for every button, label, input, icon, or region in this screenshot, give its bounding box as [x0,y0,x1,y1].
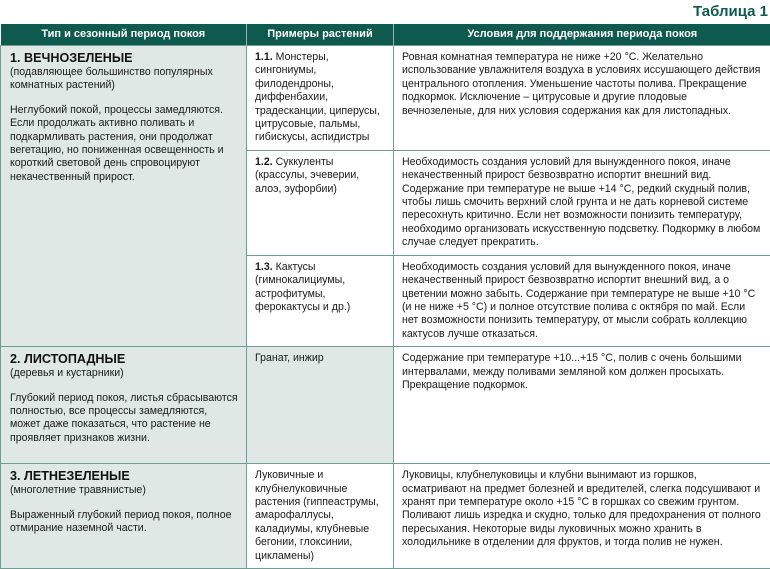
conditions-cell: Луковицы, клубнелуковицы и клубни вынимают из горшков, осматривают на предмет болезней и вредителей, слегка подсушивают и хранят при температуре около +15 °С в горшках со свежим грунтом. Поливают лишь изредка и скудно, только для предохранения от полного пересыхания. Некоторые виды луковичных можно хранить в холодильнике в отделении для фруктов, и тогда полив не нужен. [394,464,770,569]
row-number: 1.2. [255,156,273,168]
examples-cell [247,46,394,151]
dormancy-table [0,24,770,569]
category-evergreen [1,46,247,347]
table-row [1,347,770,464]
examples-text: Кактусы (гимнокалициумы, астрофитумы, ферокактусы и др.) [255,261,350,313]
conditions-cell: Необходимость создания условий для вынужденного покоя, иначе некачественный прирост безвозвратно испортит внешний вид. Содержание при температуре не выше +14 °С, редкий скудный полив, чтобы лишь смочить верхний слой грунта и не дать корневой системе пересохнуть критично. Если нет возможности понизить температуру, необходимо организовать искусственную подсветку. Подкормку в любом случае следует прекратить. [394,150,770,255]
conditions-cell: Необходимость создания условий для вынужденного покоя, иначе некачественный прирост безвозвратно испортит внешний вид, а о цветении можно забыть. Содержание при температуре не выше +10 °С (и не ниже +5 °С) и полное отсутствие полива с октября по май. Если нет возможности понизить температуру, от мысли собрать коллекцию кактусов лучше отказаться. [394,255,770,346]
row-number: 1.3. [255,261,273,273]
header-examples: Примеры растений [247,24,394,46]
header-conditions: Условия для поддержания периода покоя [394,24,770,46]
header-row [1,24,770,46]
table-title: Таблица 1 [693,3,768,20]
conditions-cell: Ровная комнатная температура не ниже +20 °С. Желательно использование увлажнителя воздуха в условиях иссушающего действия центрального отопления. Уменьшение частоты полива. Прекращение подкормок. Исключение – цитрусовые и другие плодовые вечнозеленые, для них условия содержания как для листопадных. [394,46,770,151]
category-description: Выраженный глубокий период покоя, полное отмирание наземной части. [10,509,239,536]
row-number: 1.1. [255,51,273,63]
category-title: 1. ВЕЧНОЗЕЛЕНЫЕ [10,51,239,66]
examples-cell [247,255,394,346]
category-subtitle: (многолетние травянистые) [10,484,239,497]
table-row [1,46,770,151]
examples-cell: Луковичные и клубнелуковичные растения (гиппеаструмы, амарофаллусы, каладиумы, клубневые бегонии, глоксинии, цикламены) [247,464,394,569]
examples-text: Суккуленты (крассулы, эчеверии, алоэ, эуфорбии) [255,156,359,195]
conditions-cell: Содержание при температуре +10...+15 °С, полив с очень большими интервалами, между поливами земляной ком должен просыхать. Прекращение подкормок. [394,347,770,464]
category-title: 3. ЛЕТНЕЗЕЛЕНЫЕ [10,469,239,484]
category-subtitle: (подавляющее большинство популярных комнатных растений) [10,66,239,93]
category-description: Неглубокий покой, процессы замедляются. Если продолжать активно поливать и подкармливать растения, они продолжат вегетацию, но пониженная освещенность и короткий световой день спровоцируют некачественный прирост. [10,104,239,184]
category-description: Глубокий период покоя, листья сбрасываются полностью, все процессы замедляются, может даже показаться, что растение не проявляет признаков жизни. [10,392,239,446]
examples-cell: Гранат, инжир [247,347,394,464]
category-title: 2. ЛИСТОПАДНЫЕ [10,352,239,367]
category-subtitle: (деревья и кустарники) [10,367,239,380]
examples-text: Монстеры, сингониумы, филодендроны, диффенбахии, традесканции, циперусы, цитрусовые, пальмы, гибискусы, аспидистры [255,51,380,143]
category-deciduous [1,347,247,464]
header-type: Тип и сезонный период покоя [1,24,247,46]
examples-cell [247,150,394,255]
